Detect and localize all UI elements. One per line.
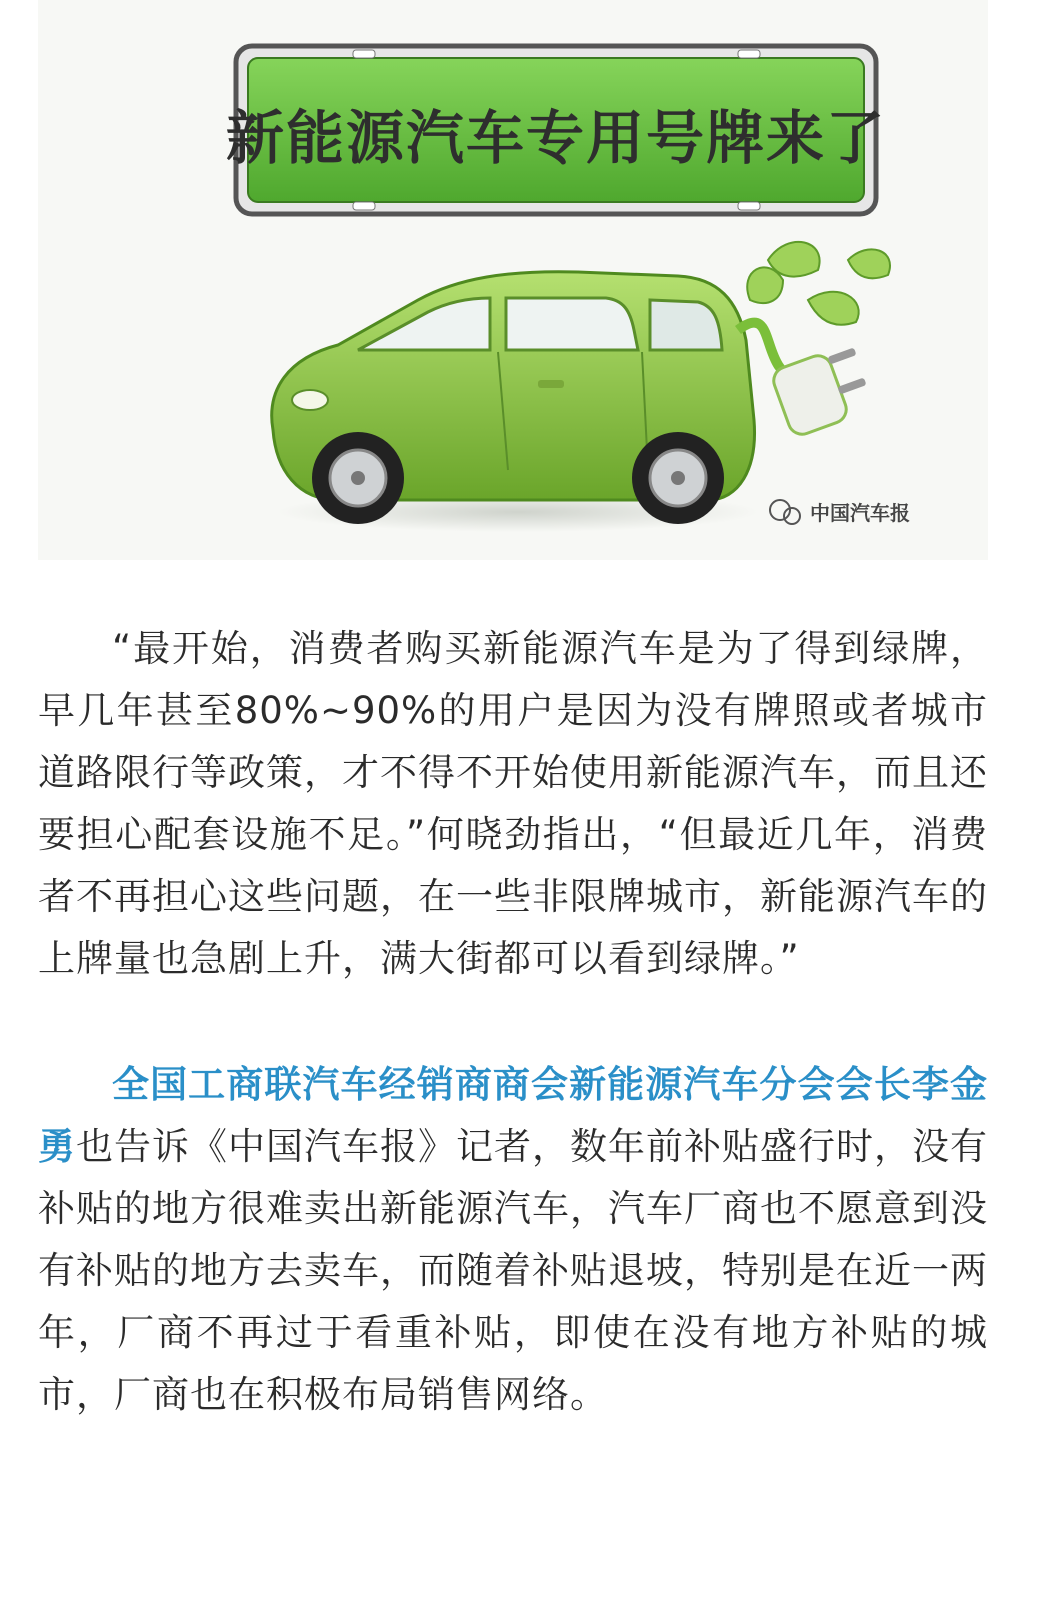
green-car (272, 272, 755, 524)
paragraph-2 (38, 1054, 988, 1426)
watermark-text: 中国汽车报 (810, 501, 910, 525)
leaves-icon (747, 242, 890, 325)
license-plate (226, 46, 886, 214)
article-body (38, 618, 988, 1426)
paragraph-2-text: 也告诉《中国汽车报》记者，数年前补贴盛行时，没有补贴的地方很难卖出新能源汽车，汽车厂商也不愿意到没有补贴的地方去卖车，而随着补贴退坡，特别是在近一两年，厂商不再过于看重补贴，即使在没有地方补贴的城市，厂商也在积极布局销售网络。 (38, 1125, 988, 1416)
plug-icon (738, 323, 867, 439)
watermark (770, 500, 910, 525)
highlighted-name: 全国工商联汽车经销商商会新能源汽车分会会长李金勇 (38, 1063, 988, 1168)
plate-text: 新能源汽车专用号牌来了 (225, 104, 887, 172)
rear-wheel (632, 432, 724, 524)
front-wheel (312, 432, 404, 524)
new-energy-car-illustration (38, 0, 988, 560)
paragraph-1: “最开始，消费者购买新能源汽车是为了得到绿牌，早几年甚至80%~90%的用户是因为没有牌照或者城市道路限行等政策，才不得不开始使用新能源汽车，而且还要担心配套设施不足。”何晓劲指出，“但最近几年，消费者不再担心这些问题，在一些非限牌城市，新能源汽车的上牌量也急剧上升，满大街都可以看到绿牌。” (38, 627, 988, 980)
hero-image (38, 0, 988, 560)
